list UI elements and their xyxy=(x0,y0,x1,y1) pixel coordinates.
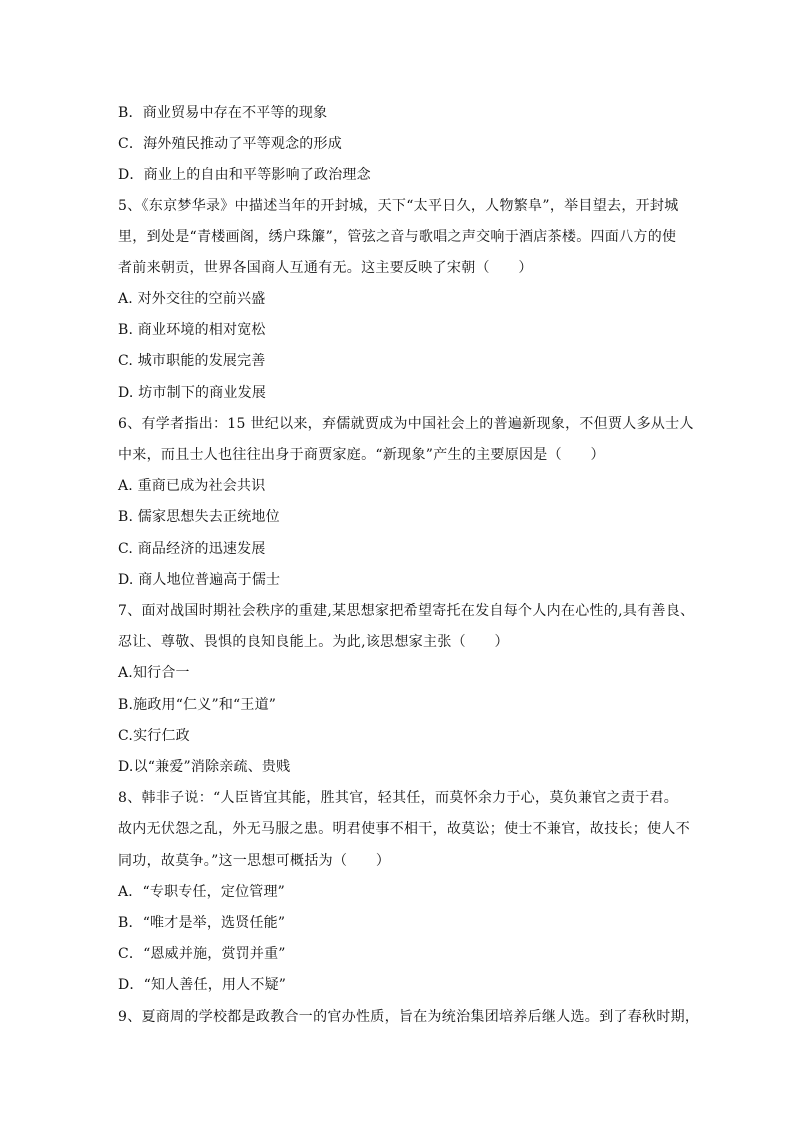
q6-stem-line-2: 中来，而且士人也往往出身于商贾家庭。“新现象”产生的主要原因是（ ） xyxy=(118,447,605,463)
q8-option-d: D．“知人善任，用人不疑” xyxy=(118,977,287,993)
q6-stem-line-1: 6、有学者指出：15 世纪以来，弃儒就贾成为中国社会上的普遍新现象，不但贾人多从士人 xyxy=(118,416,694,432)
q8-stem-line-2: 故内无伏怨之乱，外无马服之患。明君使事不相干，故莫讼；使士不兼官，故技长；使人不 xyxy=(118,821,690,837)
q4-option-c: C．海外殖民推动了平等观念的形成 xyxy=(118,136,342,152)
q4-option-b: B．商业贸易中存在不平等的现象 xyxy=(118,105,328,121)
q5-option-d: D. 坊市制下的商业发展 xyxy=(118,385,267,401)
q7-stem-line-1: 7、面对战国时期社会秩序的重建,某思想家把希望寄托在发自每个人内在心性的,具有善良、 xyxy=(118,603,695,619)
q8-option-a: A．“专职专任，定位管理” xyxy=(118,884,286,900)
q8-stem-line-1: 8、韩非子说：“人臣皆宜其能，胜其官，轻其任，而莫怀余力于心，莫负兼官之责于君。 xyxy=(118,790,679,806)
q6-option-d: D. 商人地位普遍高于儒士 xyxy=(118,572,281,588)
q8-option-b: B．“唯才是举，选贤任能” xyxy=(118,915,286,931)
q6-option-c: C. 商品经济的迅速发展 xyxy=(118,541,266,557)
q9-stem-line-1: 9、夏商周的学校都是政教合一的官办性质，旨在为统治集团培养后继人选。到了春秋时期， xyxy=(118,1009,700,1025)
q7-option-c: C.实行仁政 xyxy=(118,728,190,744)
q7-option-a: A.知行合一 xyxy=(118,665,190,681)
q5-option-c: C. 城市职能的发展完善 xyxy=(118,353,266,369)
q5-option-a: A. 对外交往的空前兴盛 xyxy=(118,291,266,307)
q5-stem-line-3: 者前来朝贡，世界各国商人互通有无。这主要反映了宋朝（ ） xyxy=(118,260,533,276)
q7-option-d: D.以“兼爱”消除亲疏、贵贱 xyxy=(118,759,291,775)
q8-option-c: C．“恩威并施，赏罚并重” xyxy=(118,946,286,962)
q6-option-a: A. 重商已成为社会共识 xyxy=(118,478,266,494)
q5-stem-line-1: 5、《东京梦华录》中描述当年的开封城，天下“太平日久，人物繁阜”，举目望去，开封城 xyxy=(118,198,679,214)
q5-stem-line-2: 里，到处是“青楼画阁，绣户珠簾”，管弦之音与歌唱之声交响于酒店茶楼。四面八方的使 xyxy=(118,229,677,245)
q6-option-b: B. 儒家思想失去正统地位 xyxy=(118,509,280,525)
q4-option-d: D．商业上的自由和平等影响了政治理念 xyxy=(118,167,371,183)
q7-option-b: B.施政用“仁义”和“王道” xyxy=(118,697,277,713)
q8-stem-line-3: 同功，故莫争。”这一思想可概括为（ ） xyxy=(118,853,391,869)
q5-option-b: B. 商业环境的相对宽松 xyxy=(118,322,266,338)
q7-stem-line-2: 忍让、尊敬、畏惧的良知良能上。为此,该思想家主张（ ） xyxy=(118,634,509,650)
